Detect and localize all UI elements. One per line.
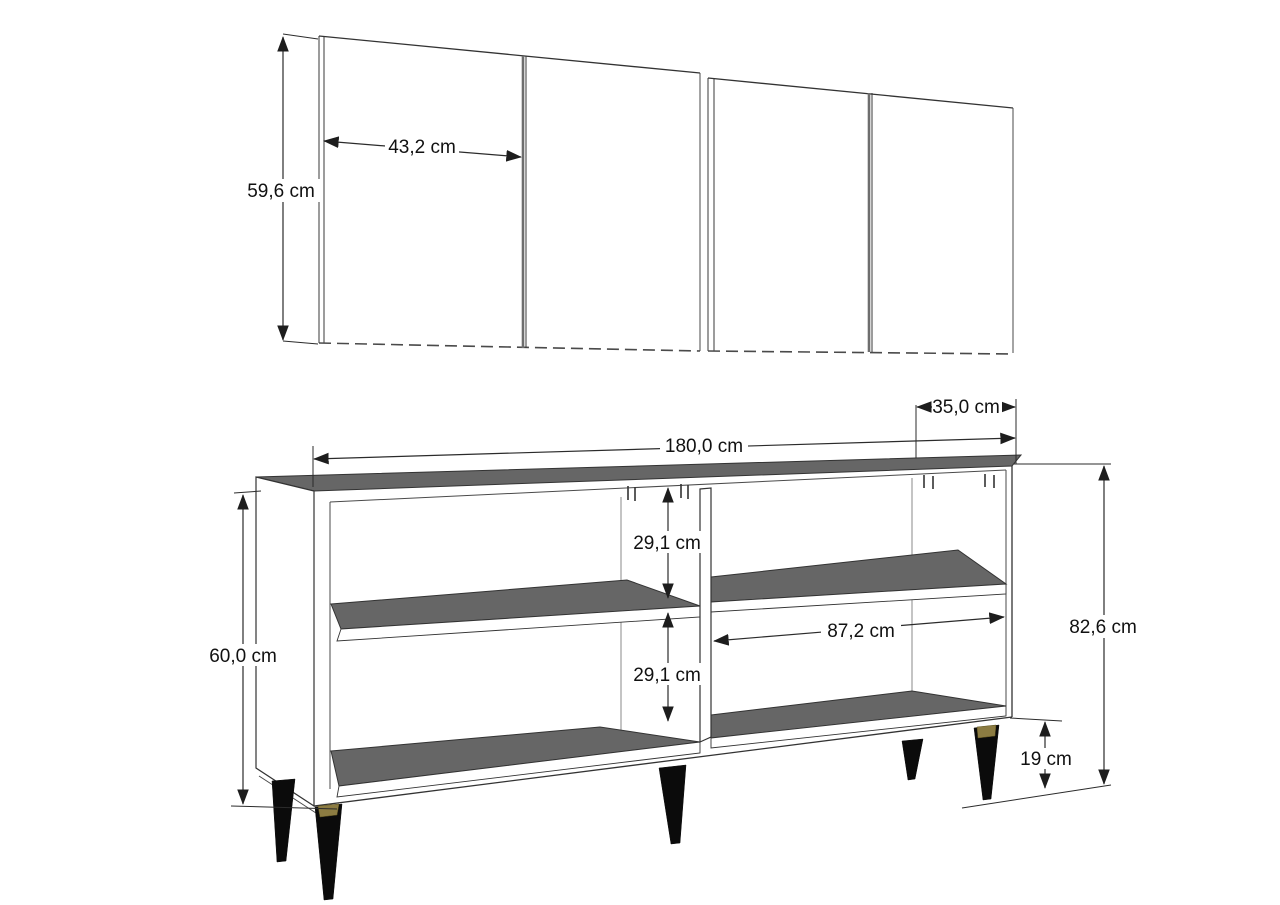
dim-upper-gap-label: 29,1 cm (633, 533, 701, 554)
dim-door-height-ext-bottom (283, 341, 318, 344)
leg-back-right (902, 739, 923, 780)
leg-front-center (659, 765, 686, 844)
dim-door-height-ext-top (283, 34, 318, 39)
dim-door-width-label: 43,2 cm (388, 137, 456, 158)
dim-lower-gap-label: 29,1 cm (633, 665, 701, 686)
dim-door-height-label: 59,6 cm (247, 181, 315, 202)
dim-cabinet-depth (916, 396, 1015, 458)
leg-cap-front-left (318, 804, 339, 817)
perspective-view-carcass (204, 396, 1147, 900)
dim-door-width (324, 135, 521, 158)
door-pair-left-top-edge (319, 36, 700, 73)
door-pair-left (319, 36, 700, 351)
door-pair-right-top-edge (708, 78, 1013, 108)
leg-cap-front-right (977, 725, 996, 738)
leg-back-left (272, 779, 295, 862)
front-view-doors (242, 34, 1013, 354)
dim-width-label: 180,0 cm (664, 436, 744, 457)
dim-compartment-width (714, 617, 1004, 642)
top-panel-surface (256, 455, 1021, 491)
middle-divider-panel (700, 488, 711, 742)
dim-leg-height (1010, 718, 1076, 788)
dim-upper-gap (629, 488, 707, 598)
dim-leg-height-label: 19 cm (1020, 749, 1072, 770)
dim-lower-gap (629, 613, 707, 721)
dim-leg-height-ext-top (1010, 718, 1062, 721)
door-pair-left-bottom-edge (319, 343, 700, 351)
door-pair-right (708, 78, 1013, 354)
leg-front-left (315, 804, 342, 900)
dim-depth-label: 35,0 cm (932, 397, 1000, 418)
left-side-panel (256, 477, 314, 806)
door-pair-right-bottom-edge (708, 351, 1013, 354)
dim-compartment-width-label: 87,2 cm (827, 621, 895, 642)
dim-total-height-label: 82,6 cm (1069, 617, 1137, 638)
dim-carcass-height-label: 60,0 cm (209, 646, 277, 667)
dim-door-height (242, 34, 322, 344)
